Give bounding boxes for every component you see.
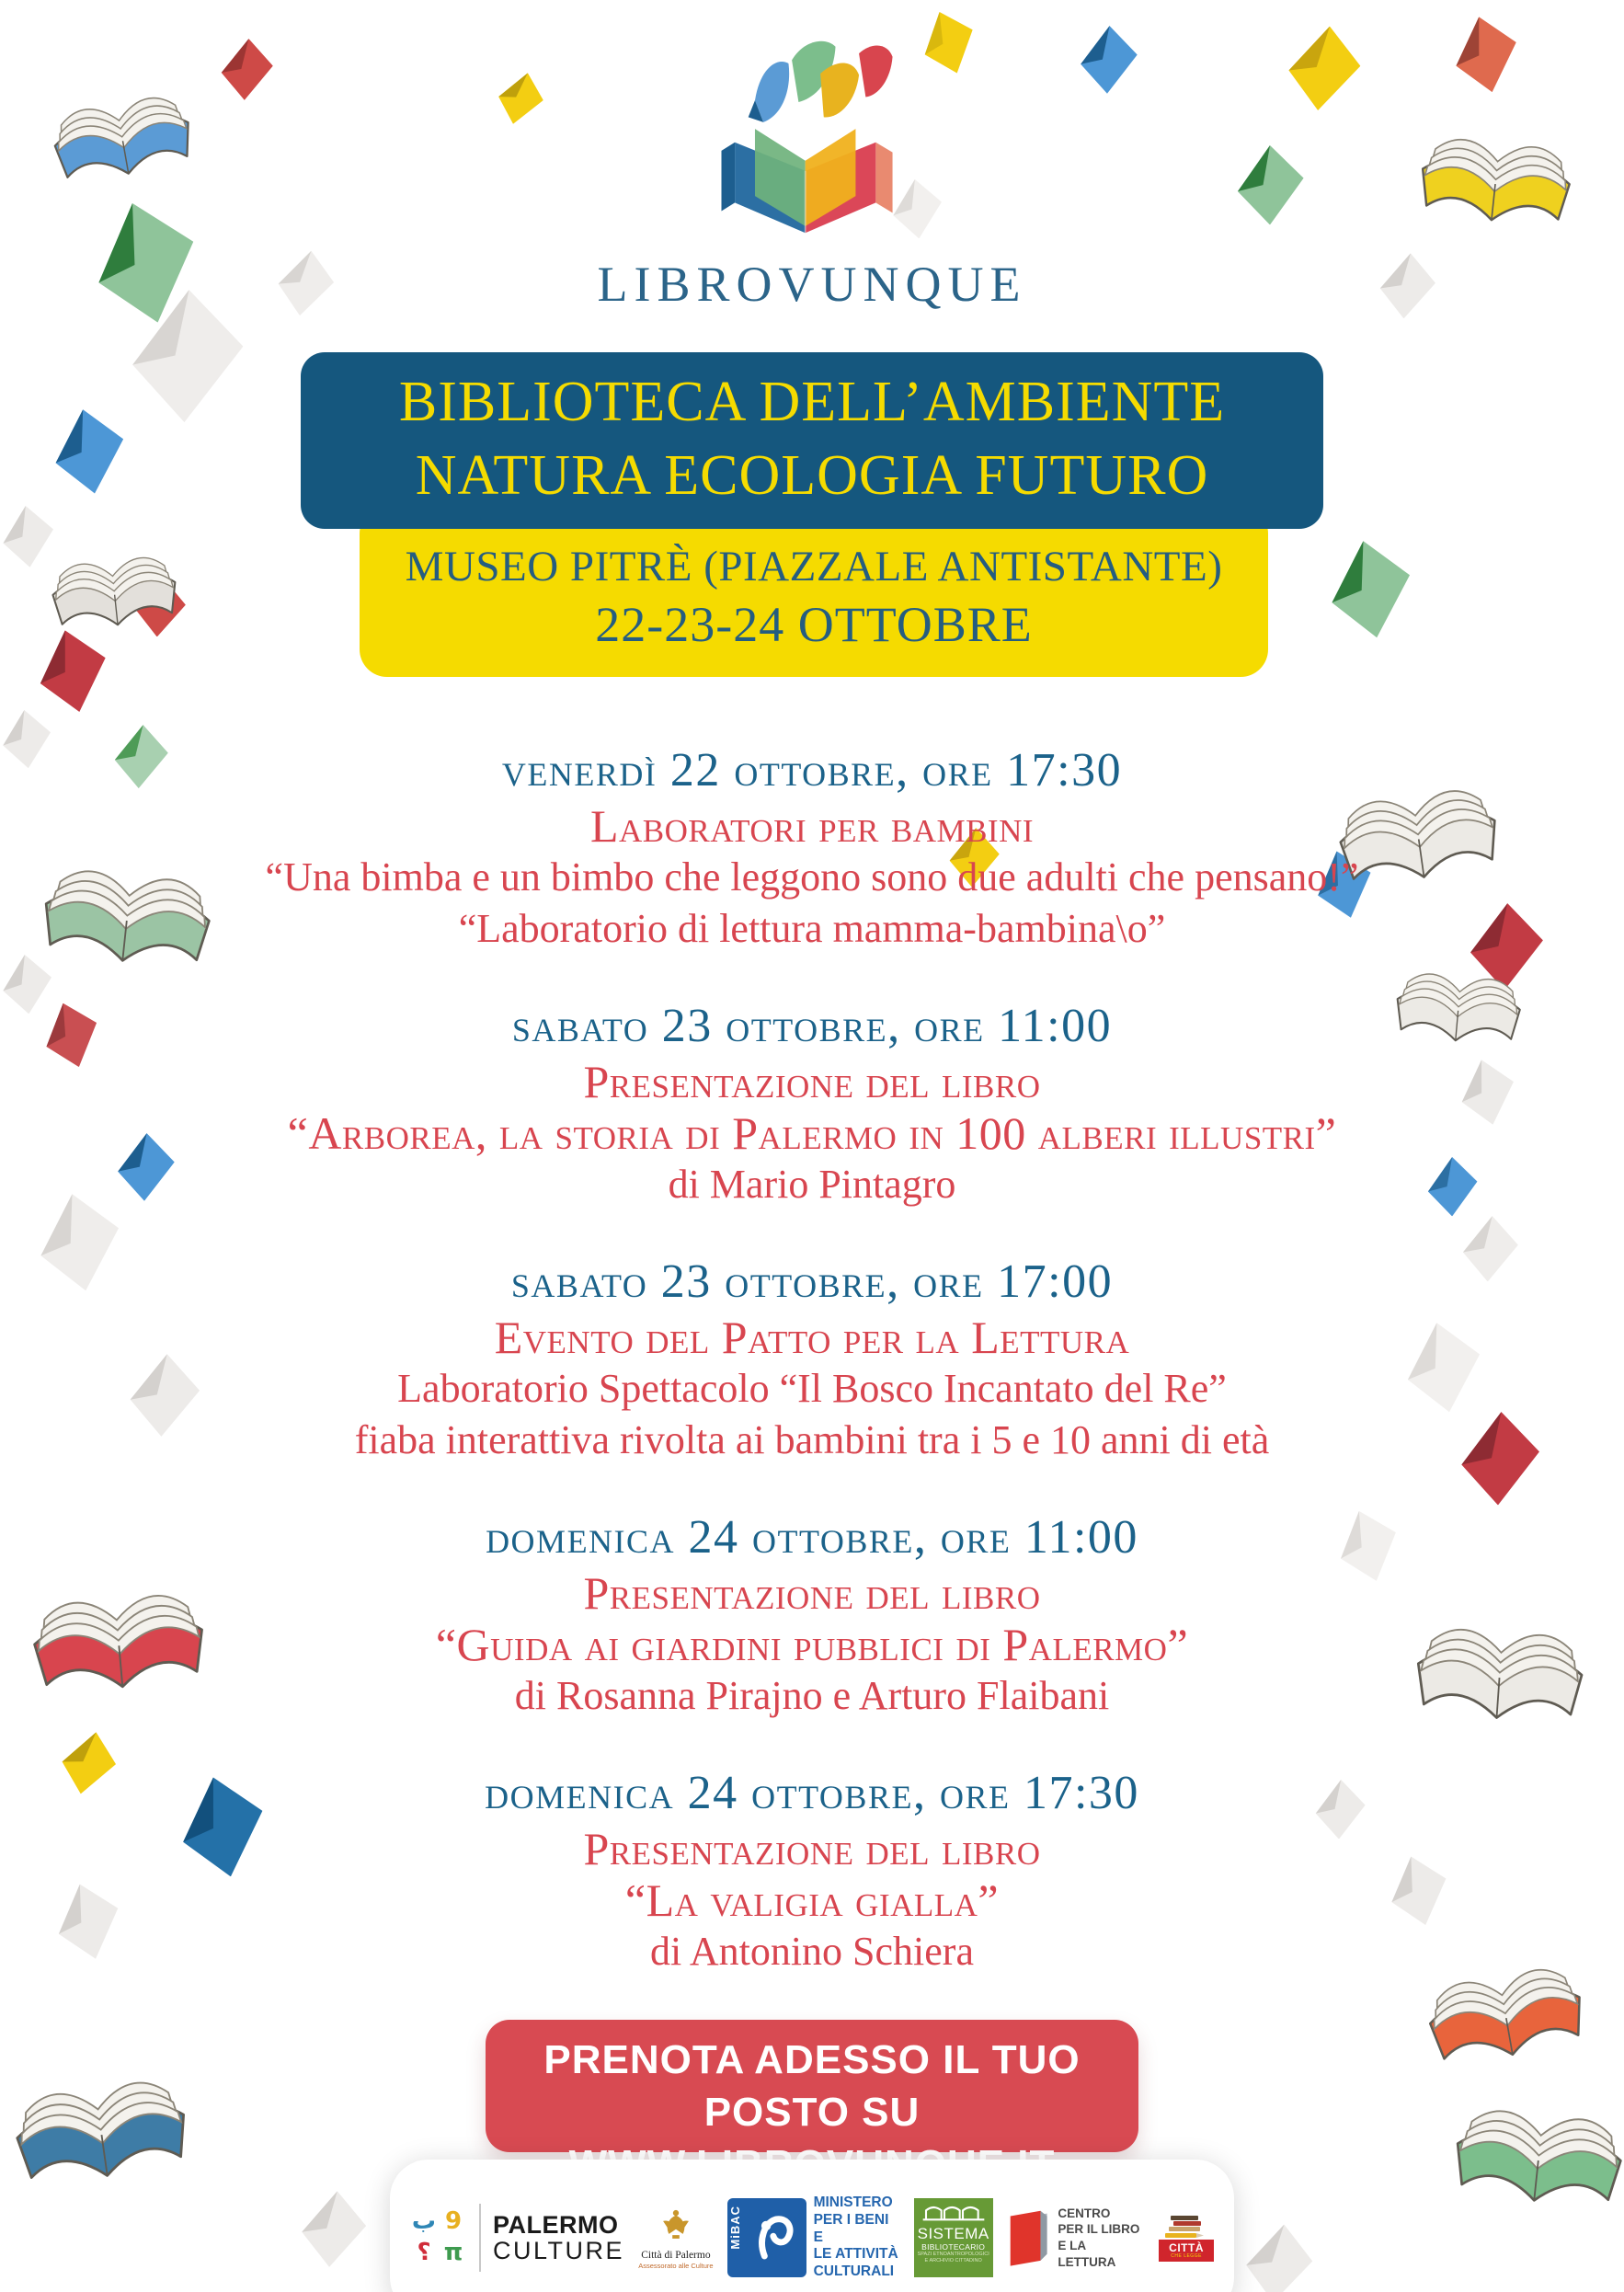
palermo-culture-logo <box>493 2212 624 2264</box>
event-book-title: “La valigia gialla” <box>624 1874 1000 1926</box>
red-book-icon <box>1005 2206 1051 2270</box>
flying-paper-decoration <box>0 955 51 1014</box>
sistema-subline: SPAZI ETNOANTROPOLOGICI <box>917 2252 989 2257</box>
flying-paper-decoration <box>31 626 111 716</box>
glyph: ؟ <box>417 2239 431 2266</box>
brand-title: LIBROVUNQUE <box>597 257 1027 312</box>
centro-line: E LA LETTURA <box>1058 2239 1116 2269</box>
event-date: sabato 23 ottobre, ore 17:00 <box>510 1255 1114 1308</box>
glyph: 9 <box>444 2207 463 2235</box>
event-category: Presentazione del libro <box>583 1056 1041 1107</box>
title-banner-line-2: NATURA ECOLOGIA FUTURO <box>415 444 1209 507</box>
citta-di-palermo-logo <box>636 2206 715 2270</box>
open-book-decoration <box>0 2038 201 2192</box>
bibliotecario-label: BIBLIOTECARIO <box>921 2242 986 2252</box>
brand-header <box>0 35 1624 313</box>
ministero-line: PER I BENI E <box>813 2211 889 2245</box>
mibac-emblem-icon <box>727 2198 806 2277</box>
sistema-label: SISTEMA <box>917 2225 989 2242</box>
title-banner <box>301 352 1323 529</box>
palermo-label: PALERMO <box>493 2210 619 2239</box>
che-legge-label: CHE LEGGE <box>1171 2253 1202 2259</box>
event-author: di Mario Pintagro <box>668 1162 956 1207</box>
arches-icon <box>922 2203 985 2221</box>
glyph: π <box>443 2239 463 2266</box>
flying-paper-decoration <box>1322 538 1413 641</box>
booking-button[interactable] <box>486 2020 1138 2152</box>
event-category: Evento del Patto per la Lettura <box>494 1312 1130 1363</box>
venue-banner <box>360 506 1268 677</box>
citta-che-legge-logo <box>1159 2214 1214 2262</box>
event-item <box>76 741 1548 955</box>
venue-name: MUSEO PITRÈ (PIAZZALE ANTISTANTE) <box>405 543 1223 590</box>
event-item <box>76 1253 1548 1466</box>
sistema-bibliotecario-logo <box>914 2198 993 2277</box>
event-category: Laboratori per bambini <box>589 800 1035 852</box>
event-date: domenica 24 ottobre, ore 11:00 <box>486 1511 1138 1564</box>
centro-label <box>1058 2206 1147 2270</box>
event-dates: 22-23-24 OTTOBRE <box>595 597 1033 652</box>
glyph: ب <box>411 2207 437 2235</box>
citta-che-legge-label <box>1159 2240 1214 2262</box>
citta-di-palermo-label: Città di Palermo <box>641 2249 711 2261</box>
mibac-logo <box>727 2195 902 2282</box>
event-author: di Rosanna Pirajno e Arturo Flaibani <box>514 1673 1110 1718</box>
event-detail: fiaba interattiva rivolta ai bambini tra i 5 e 10 anni di età <box>354 1417 1270 1462</box>
books-pencil-icon <box>1165 2214 1207 2240</box>
event-category: Presentazione del libro <box>583 1567 1041 1619</box>
divider <box>479 2204 481 2272</box>
palermo-culture-glyphs-icon <box>410 2207 467 2268</box>
ministero-line: LE ATTIVITÀ <box>813 2246 898 2263</box>
ministero-label <box>814 2195 902 2282</box>
eagle-emblem-icon <box>658 2206 693 2245</box>
event-item <box>76 997 1548 1210</box>
librovunque-logo-icon <box>702 35 922 245</box>
event-date: domenica 24 ottobre, ore 17:30 <box>485 1767 1139 1819</box>
ministero-line: MINISTERO <box>813 2194 893 2210</box>
event-author: di Antonino Schiera <box>650 1929 974 1974</box>
event-item <box>76 1508 1548 1722</box>
event-category: Presentazione del libro <box>583 1823 1041 1874</box>
flying-paper-decoration <box>0 710 51 768</box>
event-item <box>76 1764 1548 1977</box>
open-book-decoration <box>40 526 187 634</box>
citta-label: CITTÀ <box>1169 2241 1204 2254</box>
event-date: venerdì 22 ottobre, ore 17:30 <box>501 744 1123 796</box>
culture-label: CULTURE <box>493 2237 625 2264</box>
centro-line: PER IL LIBRO <box>1058 2222 1140 2237</box>
sponsors-bar <box>390 2160 1234 2292</box>
title-banner-line-1: BIBLIOTECA DELL’AMBIENTE <box>398 371 1226 433</box>
booking-button-label: PRENOTA ADESSO IL TUO POSTO SU <box>543 2037 1081 2135</box>
event-detail: “Laboratorio di lettura mamma-bambina\o” <box>458 906 1166 951</box>
ministero-line: CULTURALI <box>813 2263 895 2280</box>
event-date: sabato 23 ottobre, ore 11:00 <box>511 1000 1113 1052</box>
event-book-title: “Arborea, la storia di Palermo in 100 alberi illustri” <box>287 1107 1337 1159</box>
sistema-subline: E ARCHIVIO CITTADINO <box>924 2258 982 2263</box>
mibac-vertical-label: MiBAC <box>727 2206 742 2250</box>
event-book-title: “Guida ai giardini pubblici di Palermo” <box>435 1619 1189 1670</box>
centro-per-il-libro-logo <box>1005 2206 1148 2270</box>
assessorato-label: Assessorato alle Culture <box>638 2261 714 2270</box>
flying-paper-decoration <box>292 2185 371 2272</box>
flying-paper-decoration <box>1236 2218 1319 2292</box>
flying-paper-decoration <box>48 407 127 496</box>
centro-line: CENTRO <box>1058 2206 1111 2220</box>
event-detail: Laboratorio Spettacolo “Il Bosco Incantato del Re” <box>397 1366 1227 1411</box>
open-book-decoration <box>1442 2069 1624 2214</box>
event-detail: “Una bimba e un bimbo che leggono sono due adulti che pensano!” <box>265 854 1359 900</box>
events-list <box>76 741 1548 2020</box>
